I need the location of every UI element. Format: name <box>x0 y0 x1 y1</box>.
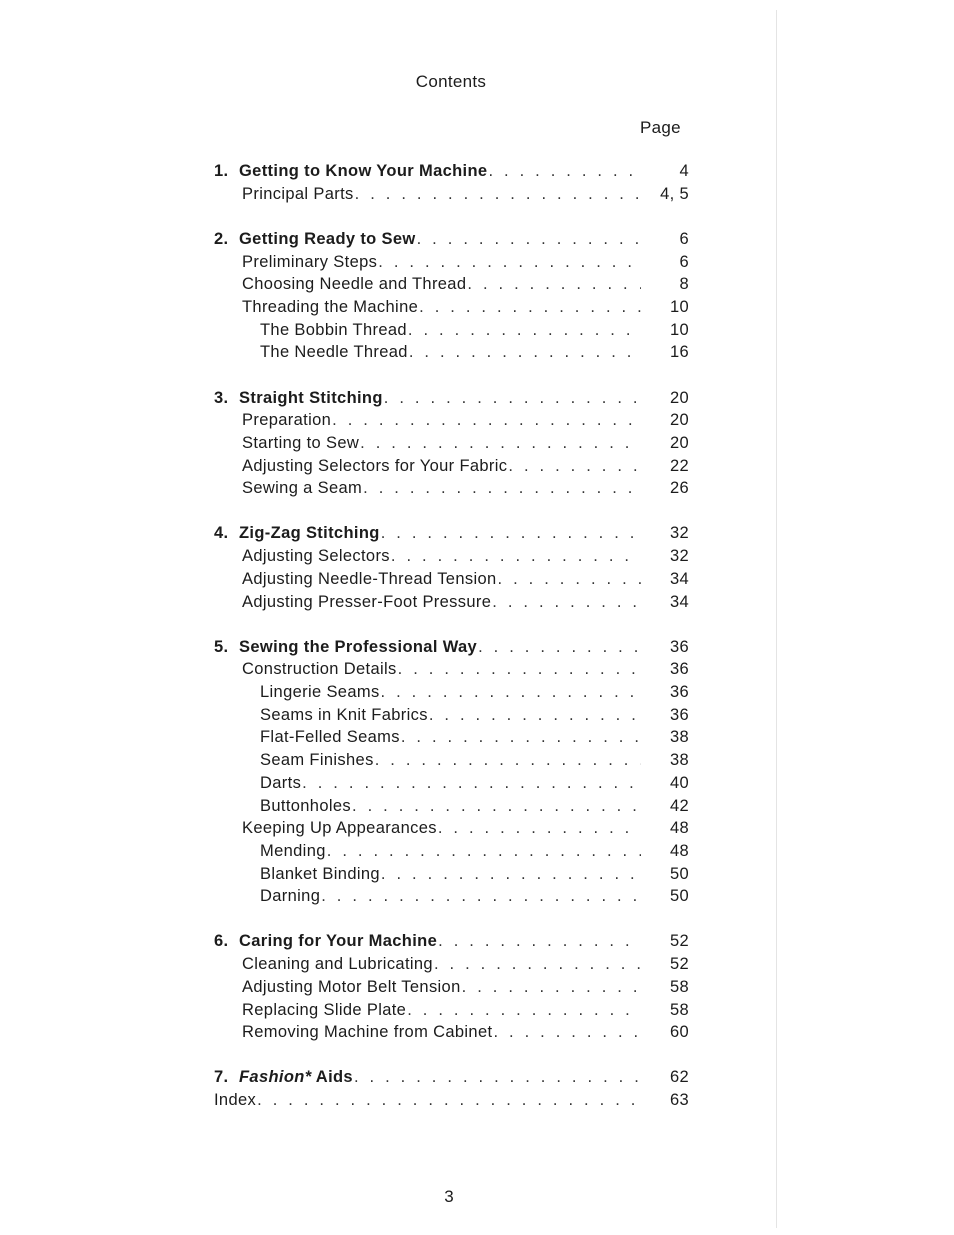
entry-label: Darts <box>260 773 302 792</box>
chapter-title <box>239 230 416 249</box>
entry-label: Removing Machine from Cabinet <box>242 1023 493 1042</box>
chapter-title-text: Straight Stitching <box>239 388 383 407</box>
toc-entry[interactable] <box>214 253 689 276</box>
chapter-title-text: Getting Ready to Sew <box>239 229 416 248</box>
chapter-title-text: Caring for Your Machine <box>239 932 438 951</box>
dot-leader <box>354 1068 641 1087</box>
entry-label: Principal Parts <box>242 184 354 203</box>
entry-label: Adjusting Selectors for Your Fabric <box>242 456 508 475</box>
entry-label: Preparation <box>242 411 332 430</box>
toc-entry[interactable] <box>214 185 689 208</box>
chapter-number: 7. <box>214 1068 229 1087</box>
dot-leader <box>419 298 641 317</box>
page-ref: 34 <box>669 592 689 611</box>
table-of-contents <box>214 162 689 1136</box>
toc-entry[interactable] <box>214 1091 689 1114</box>
entry-label: Seam Finishes <box>260 751 374 770</box>
toc-entry[interactable] <box>214 819 689 842</box>
entry-label: Adjusting Needle-Thread Tension <box>242 569 497 588</box>
page-title: Contents <box>415 72 487 91</box>
dot-leader <box>492 593 641 612</box>
toc-entry[interactable] <box>214 343 689 366</box>
dot-leader <box>408 321 641 340</box>
page-ref: 50 <box>669 864 689 883</box>
entry-label: Blanket Binding <box>260 864 380 883</box>
entry-label: Threading the Machine <box>242 297 419 316</box>
page-ref: 16 <box>669 343 689 362</box>
dot-leader <box>478 638 641 657</box>
chapter-number: 3. <box>214 388 229 407</box>
chapter-number: 5. <box>214 637 229 656</box>
toc-entry[interactable] <box>214 774 689 797</box>
dot-leader <box>302 774 641 793</box>
chapter-number: 6. <box>214 932 229 951</box>
toc-entry[interactable] <box>214 275 689 298</box>
entry-label: Flat-Felled Seams <box>260 728 400 747</box>
entry-label: Adjusting Selectors <box>242 547 390 566</box>
toc-entry[interactable] <box>214 411 689 434</box>
toc-entry[interactable] <box>214 728 689 751</box>
dot-leader <box>332 411 641 430</box>
page-ref: 6 <box>679 229 689 248</box>
page-ref: 10 <box>669 297 689 316</box>
page-ref: 40 <box>669 773 689 792</box>
dot-leader <box>381 865 641 884</box>
toc-entry[interactable] <box>214 660 689 683</box>
entry-label: Preliminary Steps <box>242 252 378 271</box>
toc-entry[interactable] <box>214 434 689 457</box>
entry-label: Darning <box>260 887 321 906</box>
page-ref: 38 <box>669 728 689 747</box>
dot-leader <box>417 230 641 249</box>
dot-leader <box>381 683 641 702</box>
entry-label: Replacing Slide Plate <box>242 1000 407 1019</box>
entry-label: Starting to Sew <box>242 433 360 452</box>
page-ref: 32 <box>669 547 689 566</box>
toc-entry[interactable] <box>214 797 689 820</box>
toc-entry[interactable] <box>214 865 689 888</box>
toc-section <box>214 230 689 366</box>
dot-leader <box>398 660 641 679</box>
page-ref: 20 <box>669 388 689 407</box>
chapter-number: 2. <box>214 229 229 248</box>
chapter-number: 4. <box>214 524 229 543</box>
dot-leader <box>493 1023 641 1042</box>
page-ref: 52 <box>669 955 689 974</box>
chapter-title <box>239 638 477 657</box>
entry-label: Adjusting Presser-Foot Pressure <box>242 592 492 611</box>
dot-leader <box>462 978 641 997</box>
toc-entry[interactable] <box>214 706 689 729</box>
page-ref: 36 <box>669 705 689 724</box>
toc-section <box>214 524 689 615</box>
page-ref: 4 <box>679 162 689 180</box>
dot-leader <box>321 887 641 906</box>
toc-entry[interactable] <box>214 457 689 480</box>
page-ref: 60 <box>669 1023 689 1042</box>
entry-label: Construction Details <box>242 660 397 679</box>
chapter-title <box>239 932 437 951</box>
page-ref: 52 <box>669 932 689 951</box>
toc-entry[interactable] <box>214 955 689 978</box>
toc-entry[interactable] <box>214 547 689 570</box>
page-ref: 4, 5 <box>660 184 689 203</box>
page-column-header: Page <box>640 118 681 137</box>
toc-chapter-entry[interactable] <box>214 932 689 955</box>
entry-label: Lingerie Seams <box>260 683 380 702</box>
chapter-title <box>239 389 383 408</box>
toc-entry[interactable] <box>214 1023 689 1046</box>
toc-chapter-entry[interactable] <box>214 524 689 547</box>
page-ref: 48 <box>669 819 689 838</box>
toc-entry[interactable] <box>214 887 689 910</box>
page-ref: 42 <box>669 796 689 815</box>
toc-section <box>214 638 689 910</box>
dot-leader <box>378 253 641 272</box>
entry-label: Choosing Needle and Thread <box>242 275 467 294</box>
page-ref: 62 <box>669 1068 689 1087</box>
dot-leader <box>429 706 641 725</box>
dot-leader <box>355 185 641 204</box>
dot-leader <box>498 570 641 589</box>
entry-label: Keeping Up Appearances <box>242 819 437 838</box>
entry-label: Index <box>214 1091 257 1110</box>
toc-section <box>214 1068 689 1113</box>
page-ref: 20 <box>669 433 689 452</box>
toc-entry[interactable] <box>214 751 689 774</box>
chapter-title-text: Getting to Know Your Machine <box>239 162 488 180</box>
toc-chapter-entry[interactable] <box>214 389 689 412</box>
dot-leader <box>360 434 641 453</box>
page-ref: 26 <box>669 479 689 498</box>
dot-leader <box>467 275 641 294</box>
dot-leader <box>375 751 641 770</box>
page-ref: 50 <box>669 887 689 906</box>
entry-label: Mending <box>260 841 326 860</box>
chapter-title-text: Sewing the Professional Way <box>239 637 478 656</box>
dot-leader <box>401 728 641 747</box>
dot-leader <box>363 479 641 498</box>
toc-entry[interactable] <box>214 683 689 706</box>
page-ref: 48 <box>669 841 689 860</box>
page-number: 3 <box>444 1187 454 1206</box>
page-ref: 63 <box>669 1091 689 1110</box>
page-ref: 32 <box>669 524 689 543</box>
chapter-title <box>239 162 487 181</box>
chapter-title <box>239 524 380 543</box>
page-edge <box>776 10 777 1228</box>
page-ref: 38 <box>669 751 689 770</box>
toc-entry[interactable] <box>214 1001 689 1024</box>
page-ref: 58 <box>669 977 689 996</box>
dot-leader <box>488 162 641 181</box>
page-ref: 36 <box>669 660 689 679</box>
page-ref: 8 <box>679 275 689 294</box>
dot-leader <box>327 842 641 861</box>
page-ref: 20 <box>669 411 689 430</box>
toc-entry[interactable] <box>214 978 689 1001</box>
toc-chapter-entry[interactable] <box>214 230 689 253</box>
entry-label: Buttonholes <box>260 796 351 815</box>
toc-entry[interactable] <box>214 570 689 593</box>
dot-leader <box>257 1091 641 1110</box>
toc-section <box>214 162 689 207</box>
page-ref: 34 <box>669 569 689 588</box>
page-ref: 10 <box>669 320 689 339</box>
page-ref: 58 <box>669 1000 689 1019</box>
page-ref: 36 <box>669 683 689 702</box>
toc-entry[interactable] <box>214 321 689 344</box>
chapter-number: 1. <box>214 162 229 180</box>
toc-section <box>214 389 689 502</box>
page-ref: 36 <box>669 637 689 656</box>
entry-label: Adjusting Motor Belt Tension <box>242 977 461 996</box>
entry-label: Seams in Knit Fabrics <box>260 705 428 724</box>
toc-entry[interactable] <box>214 593 689 616</box>
dot-leader <box>407 1001 641 1020</box>
dot-leader <box>434 955 641 974</box>
toc-chapter-entry[interactable] <box>214 162 689 185</box>
dot-leader <box>391 547 641 566</box>
dot-leader <box>508 457 641 476</box>
toc-chapter-entry[interactable] <box>214 1068 689 1091</box>
chapter-title-italic: Fashion* <box>239 1068 312 1087</box>
dot-leader <box>384 389 641 408</box>
toc-entry[interactable] <box>214 479 689 502</box>
dot-leader <box>438 932 641 951</box>
dot-leader <box>352 797 641 816</box>
page-ref: 6 <box>679 252 689 271</box>
entry-label: The Bobbin Thread <box>260 320 407 339</box>
toc-section <box>214 932 689 1045</box>
page-ref: 22 <box>669 456 689 475</box>
entry-label: Sewing a Seam <box>242 479 363 498</box>
chapter-title-text: Aids <box>311 1068 353 1087</box>
dot-leader <box>438 819 641 838</box>
toc-entry[interactable] <box>214 298 689 321</box>
toc-chapter-entry[interactable] <box>214 638 689 661</box>
toc-entry[interactable] <box>214 842 689 865</box>
dot-leader <box>409 343 641 362</box>
entry-label: The Needle Thread <box>260 343 408 362</box>
chapter-title-text: Zig-Zag Stitching <box>239 524 380 543</box>
entry-label: Cleaning and Lubricating <box>242 955 433 974</box>
chapter-title <box>239 1068 353 1087</box>
dot-leader <box>381 524 641 543</box>
